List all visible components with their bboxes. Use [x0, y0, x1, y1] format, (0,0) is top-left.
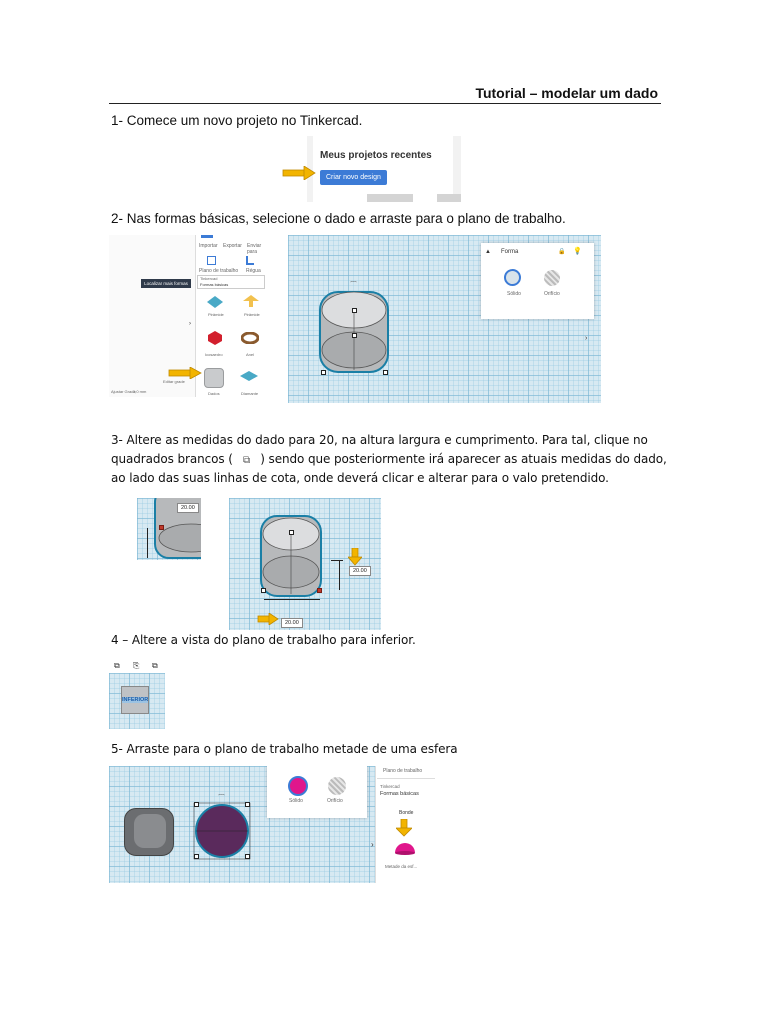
resize-handle[interactable]	[289, 530, 294, 535]
shape-pyramid-icon[interactable]	[241, 293, 261, 309]
dimension-line	[264, 599, 320, 600]
yellow-arrow-icon	[257, 613, 279, 625]
svg-text:⌒: ⌒	[350, 282, 357, 289]
step-3-text-line1: 3- Altere as medidas do dado para 20, na altura largura e cumprimento. Para tal, clique no	[111, 433, 648, 447]
half-sphere-object[interactable]	[191, 794, 253, 864]
toolbar-import[interactable]: Importar	[199, 243, 218, 249]
duplicate-icon[interactable]: ⧉	[152, 661, 158, 670]
copy-icon[interactable]: ⧉	[114, 661, 120, 670]
grid-adjust-label: Ajustar Grade	[111, 389, 136, 394]
workplane-icon[interactable]	[207, 256, 216, 265]
dimension-line	[339, 560, 340, 590]
shape-label: Dados	[208, 391, 220, 396]
white-square-icon: ⧉	[243, 455, 251, 466]
tile-ruler-label: Régua	[246, 268, 261, 274]
step-5-text: 5- Arraste para o plano de trabalho metade de uma esfera	[111, 742, 458, 756]
shape-label: Pirâmide	[208, 312, 224, 317]
toolbar-send[interactable]: Enviar para	[247, 243, 262, 255]
dice-face	[134, 814, 166, 848]
half-sphere-shape-icon[interactable]	[394, 839, 416, 855]
project-thumbnail	[437, 194, 461, 202]
yellow-arrow-icon	[168, 367, 202, 379]
step-1-text: 1- Comece um novo projeto no Tinkercad.	[111, 113, 363, 128]
lock-icon[interactable]: 🔒	[558, 249, 566, 255]
edit-grid-link[interactable]: Editar grade	[163, 379, 185, 384]
dimension-line	[331, 560, 343, 561]
hole-label: Orifício	[544, 291, 560, 297]
screenshot-view-cube	[109, 657, 165, 729]
shape-label: Icosaedro	[205, 352, 223, 357]
resize-handle[interactable]	[317, 588, 322, 593]
shape-top-label: Bonde	[399, 810, 414, 816]
resize-handle[interactable]	[352, 333, 357, 338]
paste-icon[interactable]: ⎘	[133, 661, 140, 670]
solid-option[interactable]	[288, 776, 308, 796]
create-design-button[interactable]: Criar novo design	[320, 170, 387, 185]
resize-handle[interactable]	[321, 370, 326, 375]
shape-ring-icon[interactable]	[241, 332, 259, 344]
resize-handle[interactable]	[245, 802, 250, 807]
ruler-icon[interactable]	[246, 256, 254, 265]
panel-chevron-icon[interactable]: ›	[371, 840, 374, 849]
resize-handle[interactable]	[194, 802, 199, 807]
tile-workplane-label: Plano de trabalho	[199, 268, 239, 274]
step-3-text-pre: quadrados brancos (	[111, 452, 233, 466]
document-title: Tutorial – modelar um dado	[475, 85, 658, 101]
shape-name-label: Metade da esf...	[385, 864, 418, 869]
shape-inspector-panel	[267, 766, 367, 818]
resize-handle[interactable]	[383, 370, 388, 375]
collapse-arrow-icon[interactable]: ▲	[485, 249, 491, 255]
yellow-arrow-down-icon	[396, 819, 412, 837]
shape-diamond-icon[interactable]	[239, 370, 259, 382]
step-2-text: 2- Nas formas básicas, selecione o dado e arraste para o plano de trabalho.	[111, 211, 566, 226]
yellow-arrow-icon	[282, 166, 316, 180]
collapse-chevron-icon[interactable]: ›	[189, 321, 191, 327]
hole-label: Orifício	[327, 798, 343, 804]
resize-handle[interactable]	[159, 525, 164, 530]
step-4-text: 4 – Altere a vista do plano de trabalho para inferior.	[111, 633, 416, 647]
screenshot-workplane-dice	[288, 235, 601, 403]
step-3-text-post: ) sendo que posteriormente irá aparecer as atuais medidas do dado,	[260, 452, 667, 466]
screenshot-dimension-dice	[229, 498, 381, 630]
dimension-line	[147, 528, 148, 558]
lightbulb-icon[interactable]: 💡	[573, 248, 582, 255]
header-divider	[109, 103, 661, 104]
project-thumbnail	[367, 194, 413, 202]
view-cube-label[interactable]: INFERIOR	[122, 697, 149, 703]
dice-object[interactable]	[255, 504, 327, 600]
panel-chevron-icon[interactable]: ›	[585, 335, 588, 342]
solid-label: Sólido	[289, 798, 303, 804]
shape-label: Diamante	[241, 391, 259, 396]
projects-panel	[313, 136, 453, 202]
shape-label: Pirâmide	[244, 312, 260, 317]
divider	[377, 778, 435, 779]
resize-handle[interactable]	[261, 588, 266, 593]
library-value: Formas básicas	[200, 282, 229, 287]
resize-handle[interactable]	[352, 308, 357, 313]
screenshot-new-project	[307, 136, 461, 202]
shape-pyramid-icon[interactable]	[205, 295, 225, 309]
resize-handle[interactable]	[245, 854, 250, 859]
grid-adjust-value[interactable]: 1,0 mm	[133, 389, 147, 394]
dimension-value[interactable]: 20.00	[349, 566, 371, 576]
screenshot-half-sphere	[109, 766, 438, 883]
step-3-text-line3: ao lado das suas linhas de cota, onde deverá clicar e alterar para o valo pretendido.	[111, 471, 609, 485]
hole-option[interactable]	[544, 270, 560, 286]
hole-option[interactable]	[328, 777, 346, 795]
step-3-text-line2	[111, 450, 667, 470]
resize-handle[interactable]	[194, 854, 199, 859]
shape-label: Anel	[246, 352, 255, 357]
shape-icosahedron-icon[interactable]	[207, 330, 223, 346]
toolbar-export[interactable]: Exportar	[223, 243, 242, 249]
solid-label: Sólido	[507, 291, 521, 297]
screenshot-dimension-closeup	[137, 498, 201, 560]
projects-heading: Meus projetos recentes	[320, 150, 432, 161]
dice-object[interactable]	[314, 280, 396, 380]
solid-option[interactable]	[504, 269, 521, 286]
shape-dice-icon[interactable]	[204, 368, 224, 388]
yellow-arrow-down-icon	[348, 548, 362, 566]
screenshot-shapes-panel	[109, 235, 268, 397]
library-label: Tinkercad	[380, 784, 400, 789]
dimension-value[interactable]: 20.00	[281, 618, 303, 628]
library-label: Tinkercad	[200, 276, 218, 281]
panel-header: Plano de trabalho	[383, 768, 423, 774]
svg-text:⌒: ⌒	[218, 795, 225, 802]
dimension-value[interactable]: 20.00	[177, 503, 199, 513]
find-shapes-tooltip: Localizar mais formas	[141, 279, 191, 288]
toolbar-indicator	[201, 235, 213, 238]
panel-title: Forma	[501, 249, 519, 255]
library-value[interactable]: Formas básicas	[380, 791, 419, 797]
